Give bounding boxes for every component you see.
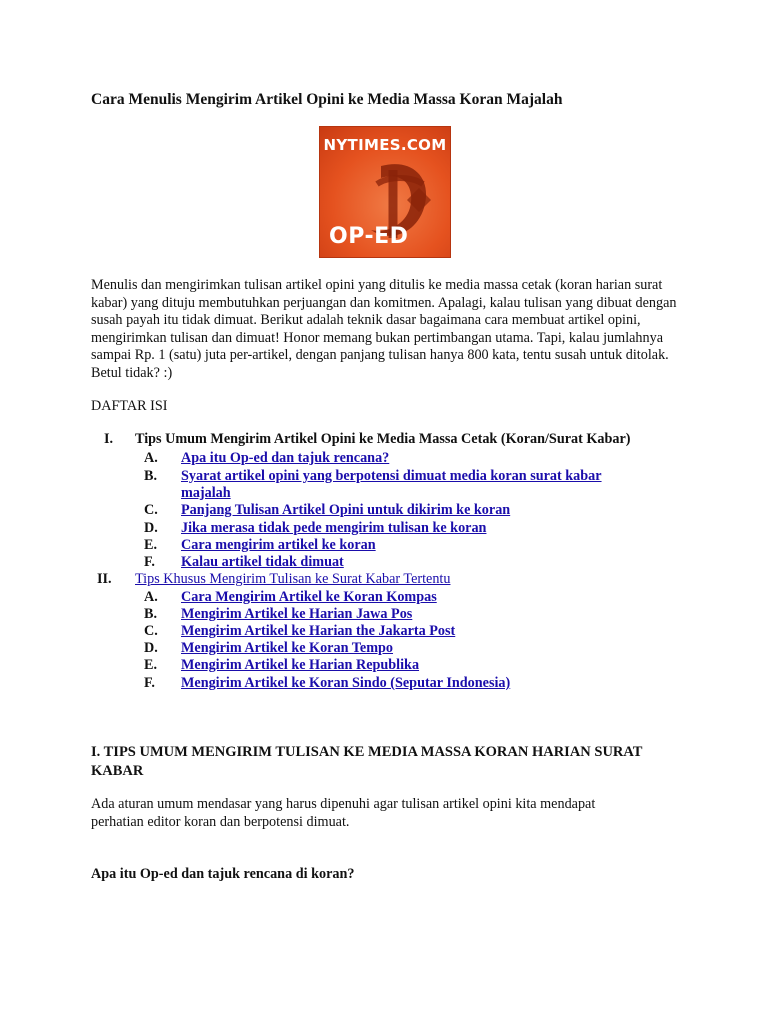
toc-item-letter: A. xyxy=(144,589,158,605)
toc-link[interactable]: Kalau artikel tidak dimuat xyxy=(181,554,344,570)
toc-link[interactable]: Mengirim Artikel ke Harian Jawa Pos xyxy=(181,606,413,622)
toc-item-letter: E. xyxy=(144,537,158,553)
toc-item-letter: D. xyxy=(144,640,158,656)
toc-section-1-title: Tips Umum Mengirim Artikel Opini ke Media Massa Cetak (Koran/Surat Kabar) xyxy=(135,431,631,447)
toc-link[interactable]: Mengirim Artikel ke Koran Sindo (Seputar Indonesia) xyxy=(181,675,511,691)
toc-link[interactable]: Mengirim Artikel ke Harian the Jakarta Post xyxy=(181,623,456,639)
toc-item-letter: F. xyxy=(144,554,155,570)
toc-item-letter: B. xyxy=(144,468,158,484)
section-heading: I. TIPS UMUM MENGIRIM TULISAN KE MEDIA MASSA KORAN HARIAN SURAT KABAR xyxy=(91,744,643,779)
toc-section-2-number: II. xyxy=(97,571,112,587)
toc-item-letter: F. xyxy=(144,675,155,691)
toc-label: DAFTAR ISI xyxy=(91,398,168,414)
toc-item-letter: A. xyxy=(144,450,158,466)
toc-item-letter: D. xyxy=(144,520,158,536)
toc-link[interactable]: Jika merasa tidak pede mengirim tulisan ke koran xyxy=(181,520,487,536)
toc-link[interactable]: Mengirim Artikel ke Harian Republika xyxy=(181,657,420,673)
toc-link[interactable]: Cara Mengirim Artikel ke Koran Kompas xyxy=(181,589,437,605)
section-intro-paragraph: Ada aturan umum mendasar yang harus dipenuhi agar tulisan artikel opini kita mendapat perhatian editor koran dan berpotensi dimuat. xyxy=(91,796,596,830)
subheading: Apa itu Op-ed dan tajuk rencana di koran? xyxy=(91,866,355,882)
toc-item-letter: C. xyxy=(144,502,158,518)
toc-section-1-number: I. xyxy=(104,431,114,447)
logo-bottom-text: OP-ED xyxy=(329,224,409,249)
document-title: Cara Menulis Mengirim Artikel Opini ke Media Massa Koran Majalah xyxy=(91,91,563,108)
toc-link[interactable]: Panjang Tulisan Artikel Opini untuk dikirim ke koran xyxy=(181,502,511,518)
toc-item-letter: E. xyxy=(144,657,158,673)
toc-link[interactable]: Cara mengirim artikel ke koran xyxy=(181,537,376,553)
toc-section-2-link[interactable]: Tips Khusus Mengirim Tulisan ke Surat Kabar Tertentu xyxy=(135,571,451,587)
toc-link-continuation[interactable]: majalah xyxy=(181,485,231,501)
intro-paragraph: Menulis dan mengirimkan tulisan artikel opini yang ditulis ke media massa cetak (koran harian surat kabar) yang dituju membutuhkan perjuangan dan komitmen. Apalagi, kalau tulisan yang dibuat dengan susah payah itu tidak dimuat. Berikut adalah teknik dasar bagaimana cara membuat artikel opini, mengirimkan tulisan dan dimuat! Honor memang bukan pertimbangan utama. Tapi, kalau jumlahnya sampai Rp. 1 (satu) juta per-artikel, dengan panjang tulisan hanya 800 kata, tentu susah untuk ditolak. Betul tidak? :) xyxy=(91,277,677,381)
toc-item-letter: B. xyxy=(144,606,158,622)
toc-link[interactable]: Syarat artikel opini yang berpotensi dimuat media koran surat kabar xyxy=(181,468,602,484)
toc-link[interactable]: Mengirim Artikel ke Koran Tempo xyxy=(181,640,394,656)
toc-link[interactable]: Apa itu Op-ed dan tajuk rencana? xyxy=(181,450,390,466)
logo-top-text: NYTIMES.COM xyxy=(323,136,447,154)
toc-item-letter: C. xyxy=(144,623,158,639)
nytimes-oped-logo xyxy=(319,126,451,258)
